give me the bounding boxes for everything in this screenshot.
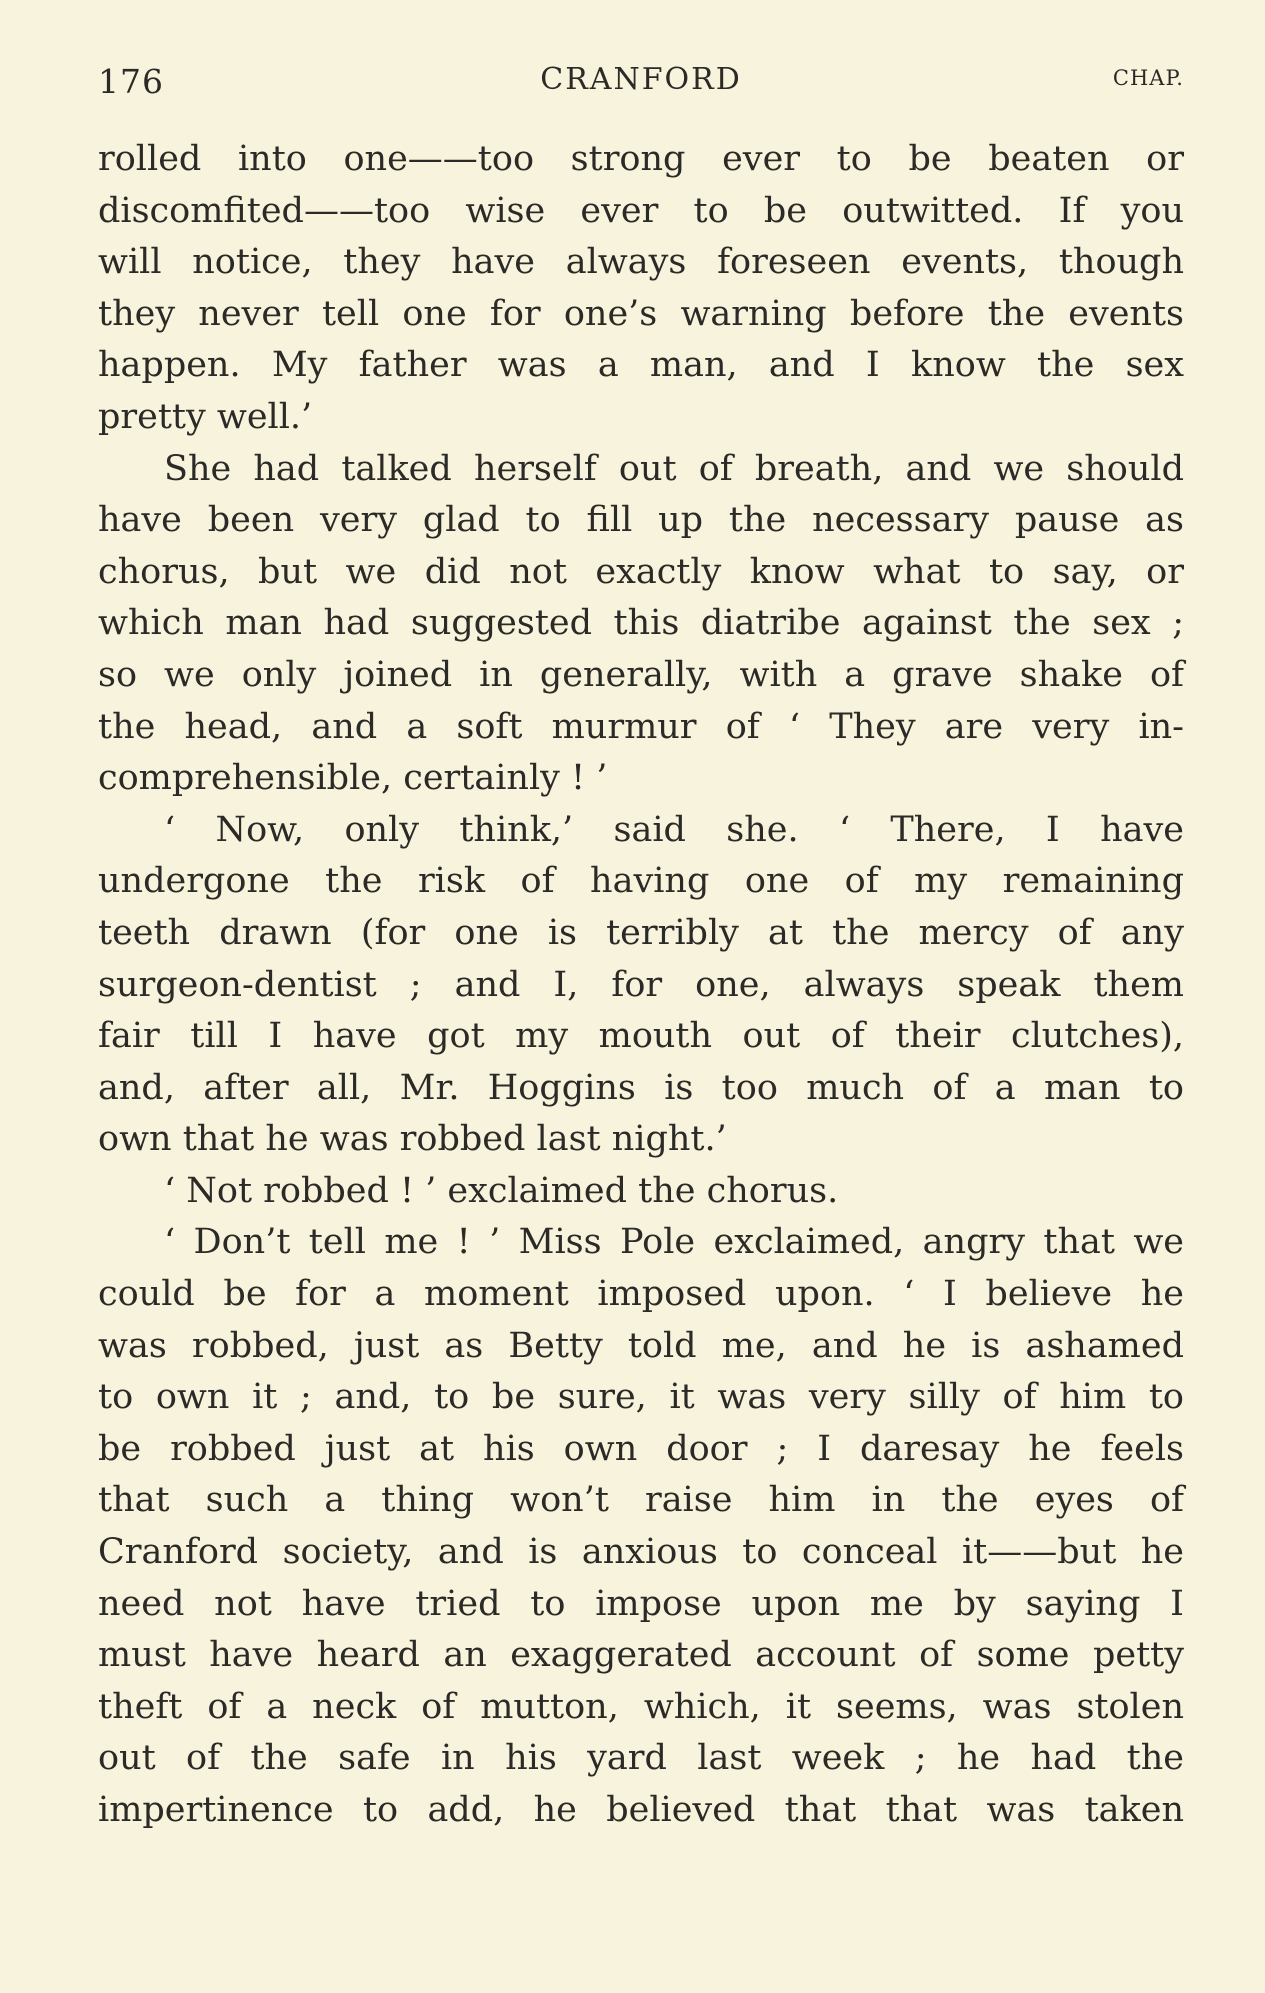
text-line: discomfited——too wise ever to be outwitted. If you bbox=[98, 190, 1184, 231]
text-line: impertinence to add, he believed that that was taken bbox=[98, 1790, 1184, 1830]
text-line: surgeon-dentist ; and I, for one, always speak them bbox=[98, 964, 1184, 1005]
text-line: Cranford society, and is anxious to conceal it——but he bbox=[98, 1532, 1184, 1573]
text-line: so we only joined in generally, with a grave shake of bbox=[98, 654, 1184, 695]
chapter-abbreviation: CHAP. bbox=[1112, 66, 1184, 90]
text-line: ‘ Now, only think,’ said she. ‘ There, I have bbox=[164, 809, 1184, 850]
text-line: that such a thing won’t raise him in the eyes of bbox=[98, 1480, 1184, 1521]
text-line: will notice, they have always foreseen events, though bbox=[98, 242, 1184, 283]
text-line: undergone the risk of having one of my remaining bbox=[98, 861, 1184, 902]
text-line: fair till I have got my mouth out of their clutches), bbox=[98, 1016, 1184, 1057]
text-line: rolled into one——too strong ever to be beaten or bbox=[98, 139, 1184, 179]
text-line: and, after all, Mr. Hoggins is too much of a man to bbox=[98, 1067, 1184, 1108]
text-line: theft of a neck of mutton, which, it seems, was stolen bbox=[98, 1686, 1184, 1727]
text-line: comprehensible, certainly ! ’ bbox=[98, 758, 608, 799]
text-line: was robbed, just as Betty told me, and he is ashamed bbox=[98, 1325, 1184, 1366]
text-line: must have heard an exaggerated account of some petty bbox=[98, 1635, 1184, 1676]
body-text bbox=[98, 134, 1184, 1837]
text-line: teeth drawn (for one is terribly at the mercy of any bbox=[98, 912, 1184, 953]
running-head bbox=[98, 62, 1184, 108]
text-line: could be for a moment imposed upon. ‘ I believe he bbox=[98, 1274, 1184, 1315]
page-number: 176 bbox=[98, 62, 164, 101]
text-line: own that he was robbed last night.’ bbox=[98, 1119, 727, 1160]
text-line: happen. My father was a man, and I know the sex bbox=[98, 345, 1184, 386]
text-line: pretty well.’ bbox=[98, 396, 313, 437]
text-line: out of the safe in his yard last week ; he had the bbox=[98, 1738, 1184, 1779]
text-line: have been very glad to fill up the necessary pause as bbox=[98, 500, 1184, 541]
text-line: need not have tried to impose upon me by saying I bbox=[98, 1583, 1184, 1624]
text-line: they never tell one for one’s warning before the events bbox=[98, 293, 1184, 334]
running-title: CRANFORD bbox=[540, 62, 742, 97]
text-line: ‘ Don’t tell me ! ’ Miss Pole exclaimed, angry that we bbox=[164, 1222, 1184, 1263]
text-line: chorus, but we did not exactly know what to say, or bbox=[98, 551, 1184, 592]
text-line: to own it ; and, to be sure, it was very silly of him to bbox=[98, 1377, 1184, 1418]
text-line: be robbed just at his own door ; I daresay he feels bbox=[98, 1428, 1184, 1469]
text-line: She had talked herself out of breath, and we should bbox=[164, 448, 1184, 489]
text-line: the head, and a soft murmur of ‘ They are very in- bbox=[98, 706, 1184, 747]
text-line: ‘ Not robbed ! ’ exclaimed the chorus. bbox=[164, 1170, 839, 1211]
text-line: which man had suggested this diatribe against the sex ; bbox=[98, 603, 1184, 644]
